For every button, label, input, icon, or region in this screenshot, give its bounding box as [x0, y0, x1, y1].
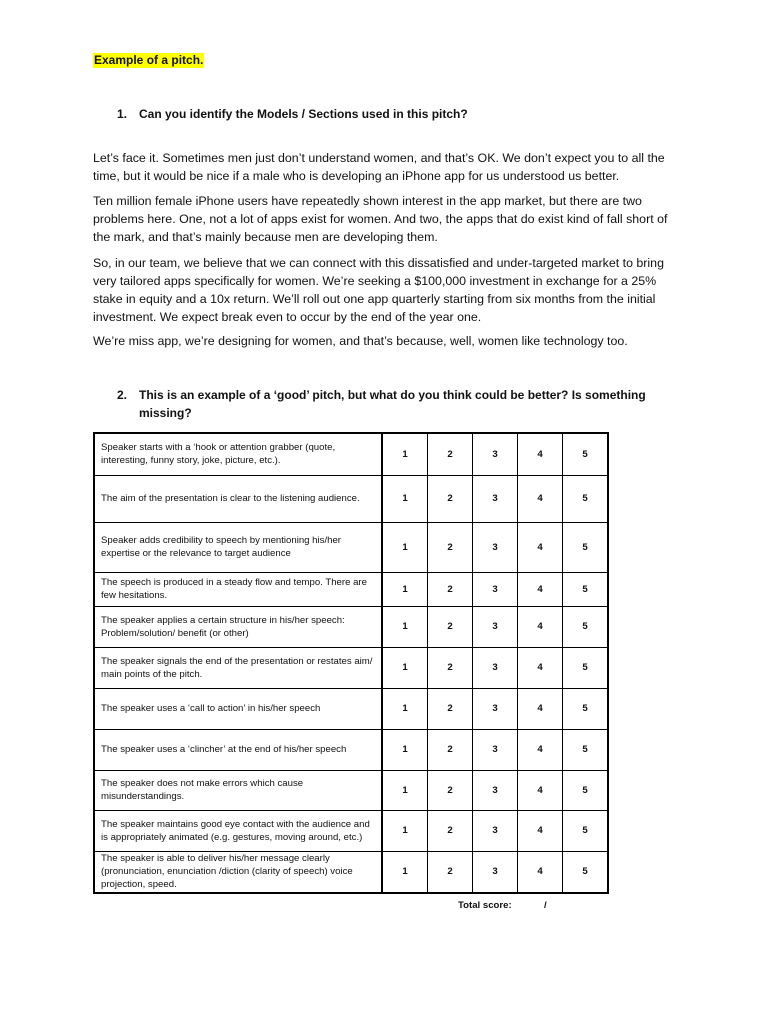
- score-option-2[interactable]: 2: [428, 770, 473, 810]
- score-option-4[interactable]: 4: [518, 647, 563, 688]
- score-option-1[interactable]: 1: [382, 522, 428, 572]
- score-option-2[interactable]: 2: [428, 810, 473, 851]
- score-option-3[interactable]: 3: [473, 522, 518, 572]
- score-option-2[interactable]: 2: [428, 475, 473, 522]
- score-option-3[interactable]: 3: [473, 729, 518, 770]
- pitch-paragraph-2: Ten million female iPhone users have repeatedly shown interest in the app market, but there are two problems here. One, not a lot of apps exist for women. And two, the apps that do exist kind of fall short of the mark, and that’s mainly because men are developing them.: [93, 194, 668, 244]
- rating-row: [94, 433, 608, 475]
- score-option-4[interactable]: 4: [518, 851, 563, 893]
- score-option-4[interactable]: 4: [518, 522, 563, 572]
- score-option-1[interactable]: 1: [382, 729, 428, 770]
- score-option-4[interactable]: 4: [518, 729, 563, 770]
- score-option-5[interactable]: 5: [563, 810, 609, 851]
- criterion-text: The aim of the presentation is clear to the listening audience.: [94, 475, 382, 522]
- criterion-text: The speaker is able to deliver his/her message clearly (pronunciation, enunciation /diction (clarity of speech) voice projection, speed.: [94, 851, 382, 893]
- score-option-5[interactable]: 5: [563, 475, 609, 522]
- rating-row: [94, 810, 608, 851]
- score-option-5[interactable]: 5: [563, 729, 609, 770]
- score-option-3[interactable]: 3: [473, 647, 518, 688]
- score-option-5[interactable]: 5: [563, 688, 609, 729]
- rating-row: [94, 522, 608, 572]
- pitch-paragraph-4: We’re miss app, we’re designing for women, and that’s because, well, women like technology too.: [93, 334, 628, 348]
- score-option-3[interactable]: 3: [473, 688, 518, 729]
- total-score-label: Total score:: [458, 900, 512, 911]
- criterion-text: Speaker adds credibility to speech by mentioning his/her expertise or the relevance to target audience: [94, 522, 382, 572]
- score-option-5[interactable]: 5: [563, 647, 609, 688]
- total-score: [458, 900, 547, 911]
- score-option-3[interactable]: 3: [473, 433, 518, 475]
- score-option-3[interactable]: 3: [473, 475, 518, 522]
- score-option-4[interactable]: 4: [518, 572, 563, 606]
- score-option-4[interactable]: 4: [518, 475, 563, 522]
- criterion-text: The speaker uses a ‘call to action’ in his/her speech: [94, 688, 382, 729]
- score-option-1[interactable]: 1: [382, 475, 428, 522]
- criterion-text: Speaker starts with a ‘hook or attention grabber (quote, interesting, funny story, joke, picture, etc.).: [94, 433, 382, 475]
- criterion-text: The speaker maintains good eye contact with the audience and is appropriately animated (e.g. gestures, moving around, etc.): [94, 810, 382, 851]
- score-option-2[interactable]: 2: [428, 729, 473, 770]
- score-option-1[interactable]: 1: [382, 572, 428, 606]
- score-option-3[interactable]: 3: [473, 606, 518, 647]
- score-option-4[interactable]: 4: [518, 688, 563, 729]
- score-option-1[interactable]: 1: [382, 851, 428, 893]
- score-option-3[interactable]: 3: [473, 770, 518, 810]
- rating-row: [94, 606, 608, 647]
- score-option-1[interactable]: 1: [382, 810, 428, 851]
- document-title: Example of a pitch.: [94, 53, 204, 67]
- score-option-2[interactable]: 2: [428, 647, 473, 688]
- rating-table: [93, 432, 609, 894]
- score-option-5[interactable]: 5: [563, 606, 609, 647]
- criterion-text: The speaker signals the end of the presentation or restates aim/ main points of the pitch.: [94, 647, 382, 688]
- score-option-1[interactable]: 1: [382, 688, 428, 729]
- pitch-paragraph-3: So, in our team, we believe that we can connect with this dissatisfied and under-targeted market to bring very tailored apps specifically for women. We’re seeking a $100,000 investment in exchange for a 25% stake in equity and a 10x return. We’ll roll out one app quarterly starting from six months from the initial investment. We expect break even to occur by the end of the year one.: [93, 256, 664, 324]
- score-option-2[interactable]: 2: [428, 433, 473, 475]
- score-option-4[interactable]: 4: [518, 810, 563, 851]
- question-1-text: Can you identify the Models / Sections used in this pitch?: [139, 107, 468, 121]
- score-option-4[interactable]: 4: [518, 606, 563, 647]
- rating-row: [94, 647, 608, 688]
- score-option-1[interactable]: 1: [382, 647, 428, 688]
- score-option-5[interactable]: 5: [563, 770, 609, 810]
- rating-row: [94, 475, 608, 522]
- question-2-number: 2.: [117, 388, 128, 402]
- score-option-4[interactable]: 4: [518, 770, 563, 810]
- question-1-number: 1.: [117, 107, 128, 121]
- score-option-5[interactable]: 5: [563, 851, 609, 893]
- score-option-2[interactable]: 2: [428, 688, 473, 729]
- rating-row: [94, 572, 608, 606]
- question-2-text: This is an example of a ‘good’ pitch, but what do you think could be better? Is something missing?: [139, 388, 646, 420]
- score-option-1[interactable]: 1: [382, 606, 428, 647]
- score-option-4[interactable]: 4: [518, 433, 563, 475]
- score-option-2[interactable]: 2: [428, 606, 473, 647]
- criterion-text: The speaker does not make errors which cause misunderstandings.: [94, 770, 382, 810]
- score-option-2[interactable]: 2: [428, 572, 473, 606]
- criterion-text: The speaker applies a certain structure in his/her speech: Problem/solution/ benefit (or other): [94, 606, 382, 647]
- score-option-5[interactable]: 5: [563, 572, 609, 606]
- score-option-1[interactable]: 1: [382, 770, 428, 810]
- total-score-slash: /: [544, 900, 547, 911]
- rating-row: [94, 688, 608, 729]
- score-option-5[interactable]: 5: [563, 522, 609, 572]
- pitch-paragraph-1: Let’s face it. Sometimes men just don’t understand women, and that’s OK. We don’t expect you to all the time, but it would be nice if a male who is developing an iPhone app for us understood us better.: [93, 151, 665, 183]
- score-option-2[interactable]: 2: [428, 522, 473, 572]
- score-option-5[interactable]: 5: [563, 433, 609, 475]
- score-option-3[interactable]: 3: [473, 851, 518, 893]
- criterion-text: The speaker uses a ‘clincher’ at the end of his/her speech: [94, 729, 382, 770]
- rating-row: [94, 729, 608, 770]
- score-option-3[interactable]: 3: [473, 810, 518, 851]
- score-option-1[interactable]: 1: [382, 433, 428, 475]
- rating-row: [94, 851, 608, 893]
- criterion-text: The speech is produced in a steady flow and tempo. There are few hesitations.: [94, 572, 382, 606]
- score-option-2[interactable]: 2: [428, 851, 473, 893]
- score-option-3[interactable]: 3: [473, 572, 518, 606]
- rating-row: [94, 770, 608, 810]
